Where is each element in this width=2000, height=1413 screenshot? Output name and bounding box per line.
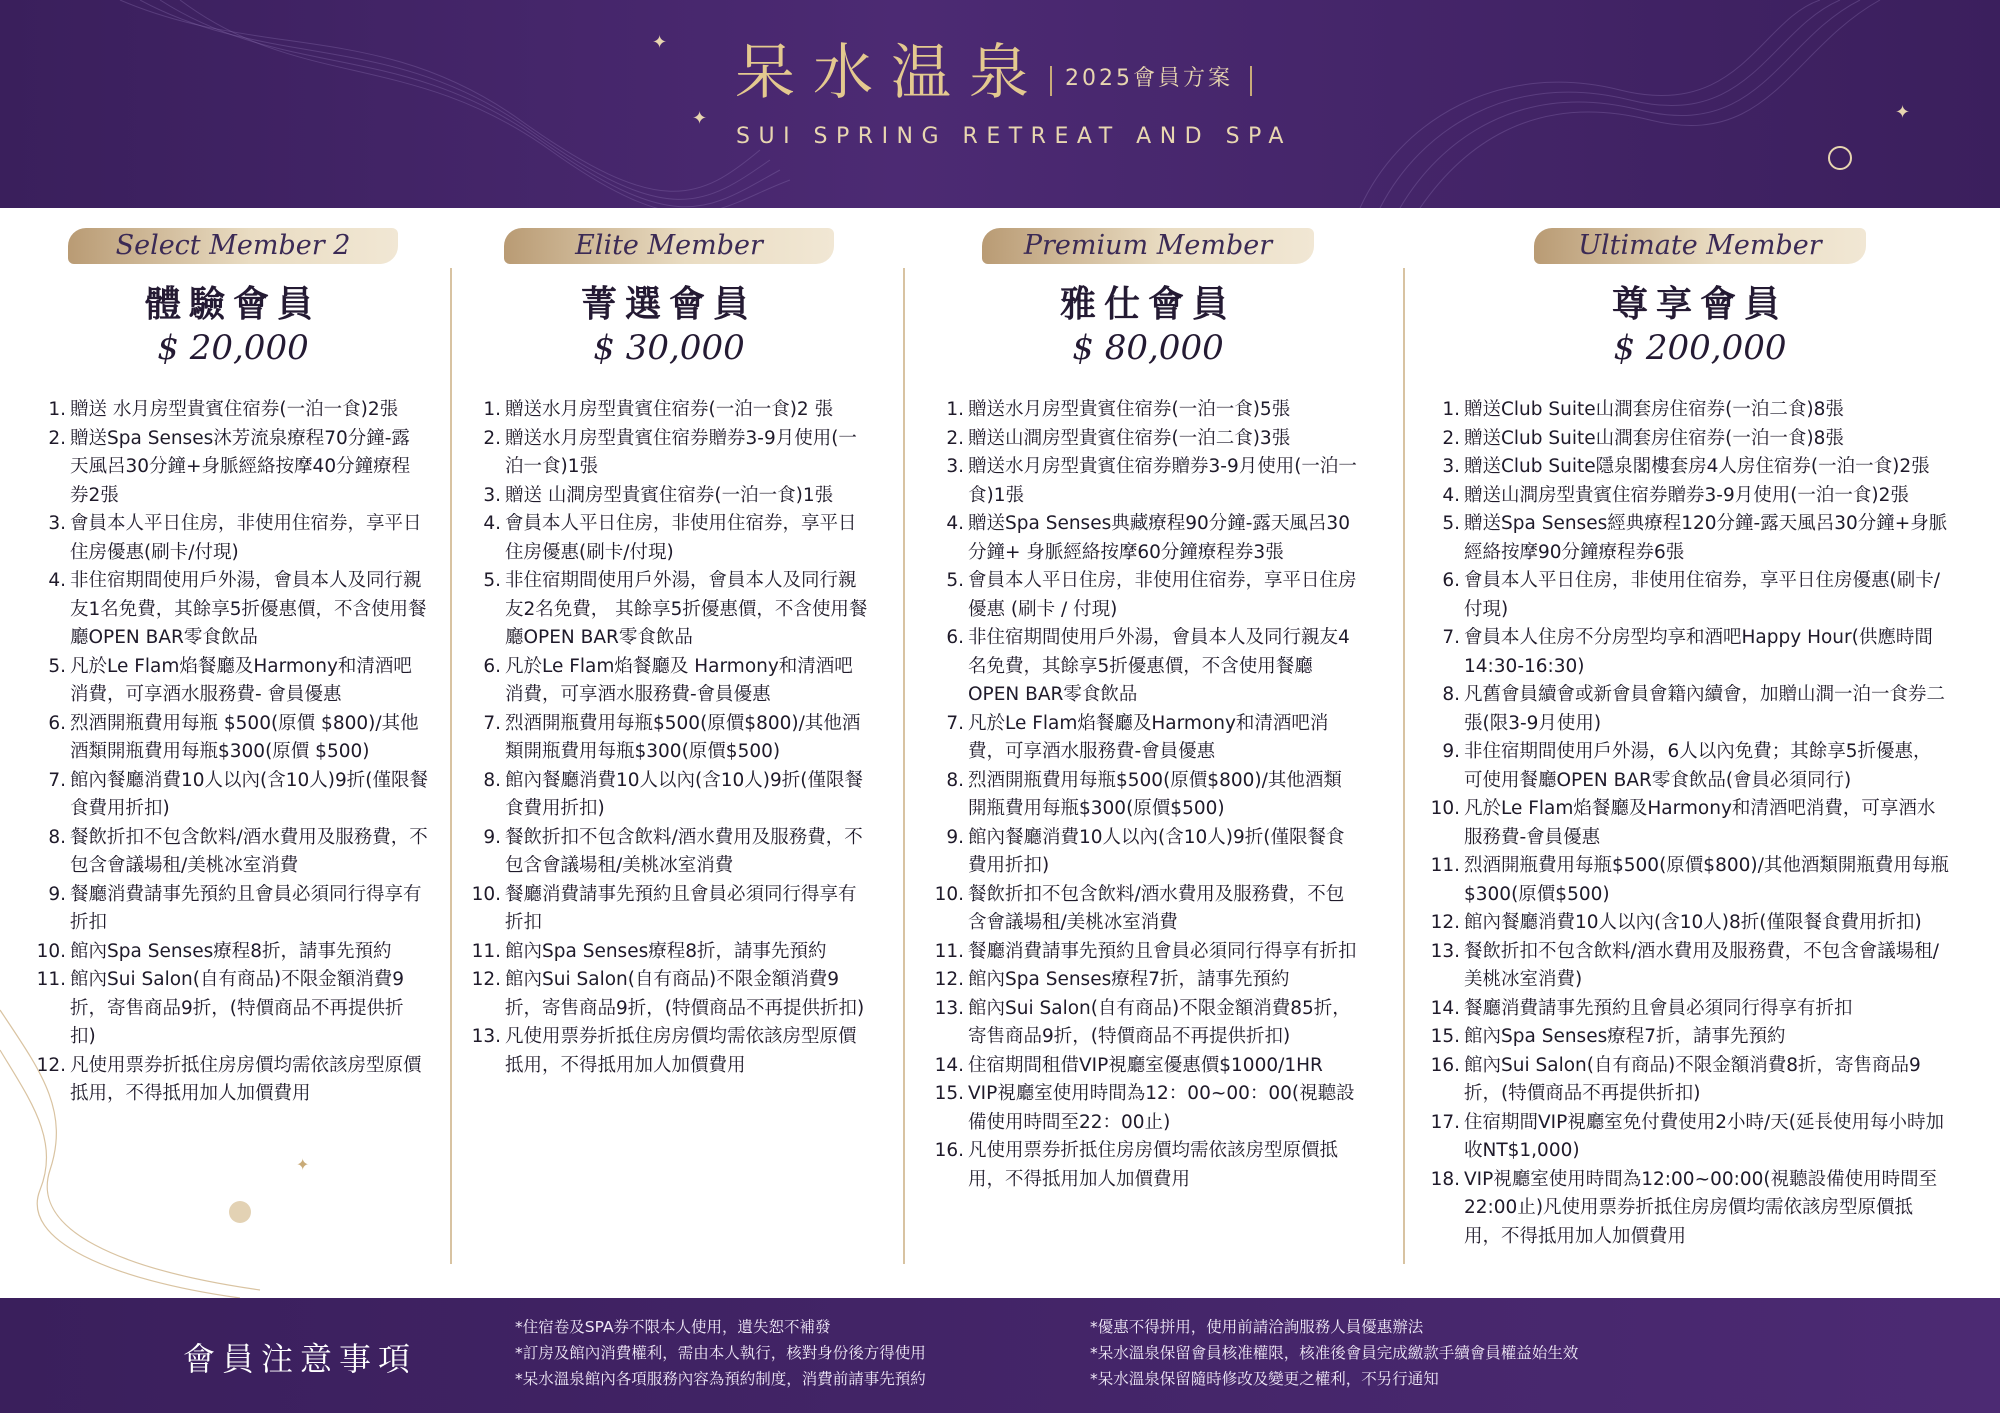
benefit-item: 11. 餐廳消費請事先預約且會員必須同行得享有折扣 (934, 940, 1357, 962)
note-line: *訂房及館內消費權利，需由本人執行，核對身份後方得使用 (515, 1344, 926, 1362)
footer-title: 會員注意事項 (183, 1340, 418, 1378)
benefit-item: 4. 非住宿期間使用戶外湯，會員本人及同行親友1名免費，其餘享5折優惠價，不含使用餐廳OPEN BAR零食飲品 (48, 570, 427, 648)
benefit-item: 7. 會員本人住房不分房型均享和酒吧Happy Hour(供應時間14:30-16:30) (1442, 627, 1933, 677)
benefit-item: 6. 烈酒開瓶費用每瓶 $500(原價 $800)/其他酒類開瓶費用每瓶$300(原價 $500) (48, 712, 419, 762)
benefit-item: 8. 館內餐廳消費10人以內(含10人)9折(僅限餐食費用折扣) (483, 769, 864, 819)
tier-title-select: 體驗會員 (144, 283, 321, 325)
tier-title-premium: 雅仕會員 (1059, 283, 1236, 325)
benefit-list-select (36, 396, 429, 1109)
benefit-item: 5. 贈送Spa Senses經典療程120分鐘-露天風呂30分鐘+身脈經絡按摩90分鐘療程券6張 (1442, 513, 1948, 563)
tier-title-ultimate: 尊享會員 (1611, 283, 1788, 325)
ring-icon (1828, 146, 1852, 170)
benefit-item: 4. 贈送山澗房型貴賓住宿券贈券3-9月使用(一泊一食)2張 (1442, 484, 1909, 506)
tier-price-premium: $ 80,000 (1072, 328, 1224, 368)
benefit-item: 6. 凡於Le Flam焰餐廳及 Harmony和清酒吧消費，可享酒水服務費-會員優惠 (483, 655, 853, 705)
tier-price-elite: $ 30,000 (593, 328, 745, 368)
benefit-item: 10. 餐飲折扣不包含飲料/酒水費用及服務費，不包含會議場租/美桃冰室消費 (934, 883, 1345, 933)
benefit-item: 10. 館內Spa Senses療程8折，請事先預約 (36, 940, 392, 962)
tier-tag-premium: Premium Member (982, 228, 1314, 264)
note-line: *呆水溫泉保留隨時修改及變更之權利，不另行通知 (1090, 1370, 1439, 1388)
benefit-item: 15. VIP視廳室使用時間為12：00~00：00(視聽設備使用時間至22：00止) (934, 1083, 1355, 1133)
column-divider (1403, 268, 1405, 1264)
notes-left (515, 1314, 926, 1392)
benefit-item: 2. 贈送水月房型貴賓住宿券贈券3-9月使用(一泊一食)1張 (483, 427, 857, 477)
brand-name-cn: 呆水温泉 (735, 38, 1047, 108)
benefit-item: 14. 住宿期間租借VIP視廳室優惠價$1000/1HR (934, 1054, 1323, 1076)
note-line: *呆水溫泉保留會員核准權限，核准後會員完成繳款手續會員權益始生效 (1090, 1344, 1579, 1362)
benefit-item: 8. 餐飲折扣不包含飲料/酒水費用及服務費，不包含會議場租/美桃冰室消費 (48, 826, 428, 876)
tier-price-ultimate: $ 200,000 (1613, 328, 1787, 368)
benefit-item: 3. 會員本人平日住房，非使用住宿券，享平日住房優惠(刷卡/付現) (48, 513, 422, 563)
benefit-item: 3. 贈送水月房型貴賓住宿券贈券3-9月使用(一泊一食)1張 (946, 456, 1357, 506)
benefit-item: 9. 非住宿期間使用戶外湯，6人以內免費；其餘享5折優惠，可使用餐廳OPEN BAR零食飲品(會員必須同行) (1442, 741, 1932, 791)
header-banner (0, 0, 2000, 208)
benefit-item: 13. 館內Sui Salon(自有商品)不限金額消費85折，寄售商品9折，(特價商品不再提供折扣) (934, 997, 1351, 1047)
benefit-item: 8. 烈酒開瓶費用每瓶$500(原價$800)/其他酒類開瓶費用每瓶$300(原價$500) (946, 769, 1342, 819)
benefit-item: 6. 非住宿期間使用戶外湯，會員本人及同行親友4名免費，其餘享5折優惠價，不含使用餐廳OPEN BAR零食飲品 (946, 627, 1350, 705)
benefit-item: 9. 餐飲折扣不包含飲料/酒水費用及服務費，不包含會議場租/美桃冰室消費 (483, 826, 863, 876)
benefit-item: 6. 會員本人平日住房，非使用住宿券，享平日住房優惠(刷卡/付現) (1442, 570, 1940, 620)
benefit-item: 10. 餐廳消費請事先預約且會員必須同行得享有折扣 (471, 883, 857, 933)
column-divider (903, 268, 905, 1264)
benefit-list-ultimate (1430, 396, 1950, 1251)
sparkle-icon: ✦ (1895, 102, 1911, 123)
benefit-item: 9. 餐廳消費請事先預約且會員必須同行得享有折扣 (48, 883, 422, 933)
sparkle-icon: ✦ (692, 108, 708, 129)
note-line: *呆水溫泉館內各項服務內容為預約制度，消費前請事先預約 (515, 1370, 926, 1388)
benefit-item: 13. 凡使用票券折抵住房房價均需依該房型原價抵用，不得抵用加人加價費用 (471, 1026, 857, 1076)
benefit-item: 5. 凡於Le Flam焰餐廳及Harmony和清酒吧消費，可享酒水服務費- 會員優惠 (48, 655, 412, 705)
benefit-item: 16. 凡使用票券折抵住房房價均需依該房型原價抵用，不得抵用加人加價費用 (934, 1140, 1339, 1190)
brand-divider (1250, 66, 1252, 96)
column-divider (450, 268, 452, 1264)
benefit-item: 11. 烈酒開瓶費用每瓶$500(原價$800)/其他酒類開瓶費用每瓶$300(原價$500) (1430, 855, 1949, 905)
benefit-item: 12. 館內Sui Salon(自有商品)不限金額消費9折，寄售商品9折，(特價商品不再提供折扣) (471, 969, 865, 1019)
tier-title-elite: 菁選會員 (580, 283, 757, 325)
benefit-item: 4. 贈送Spa Senses典藏療程90分鐘-露天風呂30分鐘+ 身脈經絡按摩60分鐘療程券3張 (946, 513, 1350, 563)
plan-label: 2025會員方案 (1065, 66, 1233, 91)
benefit-item: 4. 會員本人平日住房，非使用住宿券，享平日住房優惠(刷卡/付現) (483, 513, 857, 563)
benefit-item: 1. 贈送Club Suite山澗套房住宿券(一泊二食)8張 (1442, 399, 1844, 420)
benefit-item: 18. VIP視廳室使用時間為12:00~00:00(視聽設備使用時間至22:00止)凡使用票券折抵住房房價均需依該房型原價抵用，不得抵用加人加價費用 (1430, 1168, 1938, 1247)
benefit-item: 13. 餐飲折扣不包含飲料/酒水費用及服務費，不包含會議場租/美桃冰室消費) (1430, 940, 1939, 990)
notes-right (1090, 1314, 1578, 1392)
benefit-item: 1. 贈送水月房型貴賓住宿券(一泊一食)2 張 (483, 399, 834, 420)
benefit-item: 1. 贈送 水月房型貴賓住宿券(一泊一食)2張 (48, 399, 399, 420)
brand-divider (1050, 66, 1052, 96)
benefit-item: 12. 凡使用票券折抵住房房價均需依該房型原價抵用，不得抵用加人加價費用 (36, 1054, 422, 1104)
benefit-list-elite (471, 396, 871, 1080)
tier-tag-elite: Elite Member (504, 228, 834, 264)
benefit-item: 7. 烈酒開瓶費用每瓶$500(原價$800)/其他酒類開瓶費用每瓶$300(原價$500) (483, 712, 861, 762)
tier-price-select: $ 20,000 (157, 328, 309, 368)
benefit-item: 7. 館內餐廳消費10人以內(含10人)9折(僅限餐食費用折扣) (48, 769, 429, 819)
benefit-item: 9. 館內餐廳消費10人以內(含10人)9折(僅限餐食費用折扣) (946, 826, 1345, 876)
sparkle-icon: ✦ (652, 32, 668, 53)
footer-notes-banner (0, 1298, 2000, 1413)
benefit-item: 2. 贈送山澗房型貴賓住宿券(一泊二食)3張 (946, 427, 1291, 449)
brand-name-en: SUI SPRING RETREAT AND SPA (736, 124, 1292, 149)
note-line: *住宿卷及SPA券不限本人使用，遺失恕不補發 (515, 1318, 831, 1336)
tier-tag-select: Select Member 2 (68, 228, 398, 264)
benefit-item: 11. 館內Sui Salon(自有商品)不限金額消費9折，寄售商品9折，(特價商品不再提供折扣) (36, 969, 404, 1047)
benefit-item: 2. 贈送Spa Senses沐芳流泉療程70分鐘-露天風呂30分鐘+身脈經絡按摩40分鐘療程券2張 (48, 427, 411, 506)
benefit-item: 10. 凡於Le Flam焰餐廳及Harmony和清酒吧消費，可享酒水服務費-會員優惠 (1430, 798, 1936, 848)
brand-block (735, 38, 1275, 108)
benefit-item: 3. 贈送Club Suite隱泉閣樓套房4人房住宿券(一泊一食)2張 (1442, 456, 1930, 477)
benefit-item: 12. 館內Spa Senses療程7折，請事先預約 (934, 969, 1290, 990)
benefit-item: 5. 會員本人平日住房，非使用住宿券，享平日住房優惠 (刷卡 / 付現) (946, 570, 1357, 620)
benefit-item: 14. 餐廳消費請事先預約且會員必須同行得享有折扣 (1430, 997, 1853, 1019)
benefit-item: 11. 館內Spa Senses療程8折，請事先預約 (471, 940, 827, 962)
benefit-item: 1. 贈送水月房型貴賓住宿券(一泊一食)5張 (946, 399, 1291, 420)
benefit-item: 15. 館內Spa Senses療程7折，請事先預約 (1430, 1026, 1786, 1047)
svg-text:✦: ✦ (296, 1155, 310, 1174)
tier-tag-ultimate: Ultimate Member (1534, 228, 1866, 264)
benefit-item: 5. 非住宿期間使用戶外湯，會員本人及同行親友2名免費， 其餘享5折優惠價，不含使用餐廳OPEN BAR零食飲品 (483, 570, 868, 648)
benefit-item: 8. 凡舊會員續會或新會員會籍內續會，加贈山澗一泊一食券二張(限3-9月使用) (1442, 684, 1946, 734)
benefit-item: 12. 館內餐廳消費10人以內(含10人)8折(僅限餐食費用折扣) (1430, 912, 1922, 933)
benefit-item: 2. 贈送Club Suite山澗套房住宿券(一泊一食)8張 (1442, 427, 1844, 449)
benefit-item: 7. 凡於Le Flam焰餐廳及Harmony和清酒吧消費，可享酒水服務費-會員優惠 (946, 712, 1329, 762)
benefit-item: 16. 館內Sui Salon(自有商品)不限金額消費8折，寄售商品9折，(特價商品不再提供折扣) (1430, 1054, 1921, 1104)
benefit-list-premium (934, 396, 1359, 1194)
benefit-item: 17. 住宿期間VIP視廳室免付費使用2小時/天(延長使用每小時加收NT$1,000) (1430, 1111, 1944, 1161)
note-line: *優惠不得拼用，使用前請洽詢服務人員優惠辦法 (1090, 1318, 1424, 1336)
benefit-item: 3. 贈送 山澗房型貴賓住宿券(一泊一食)1張 (483, 484, 834, 506)
